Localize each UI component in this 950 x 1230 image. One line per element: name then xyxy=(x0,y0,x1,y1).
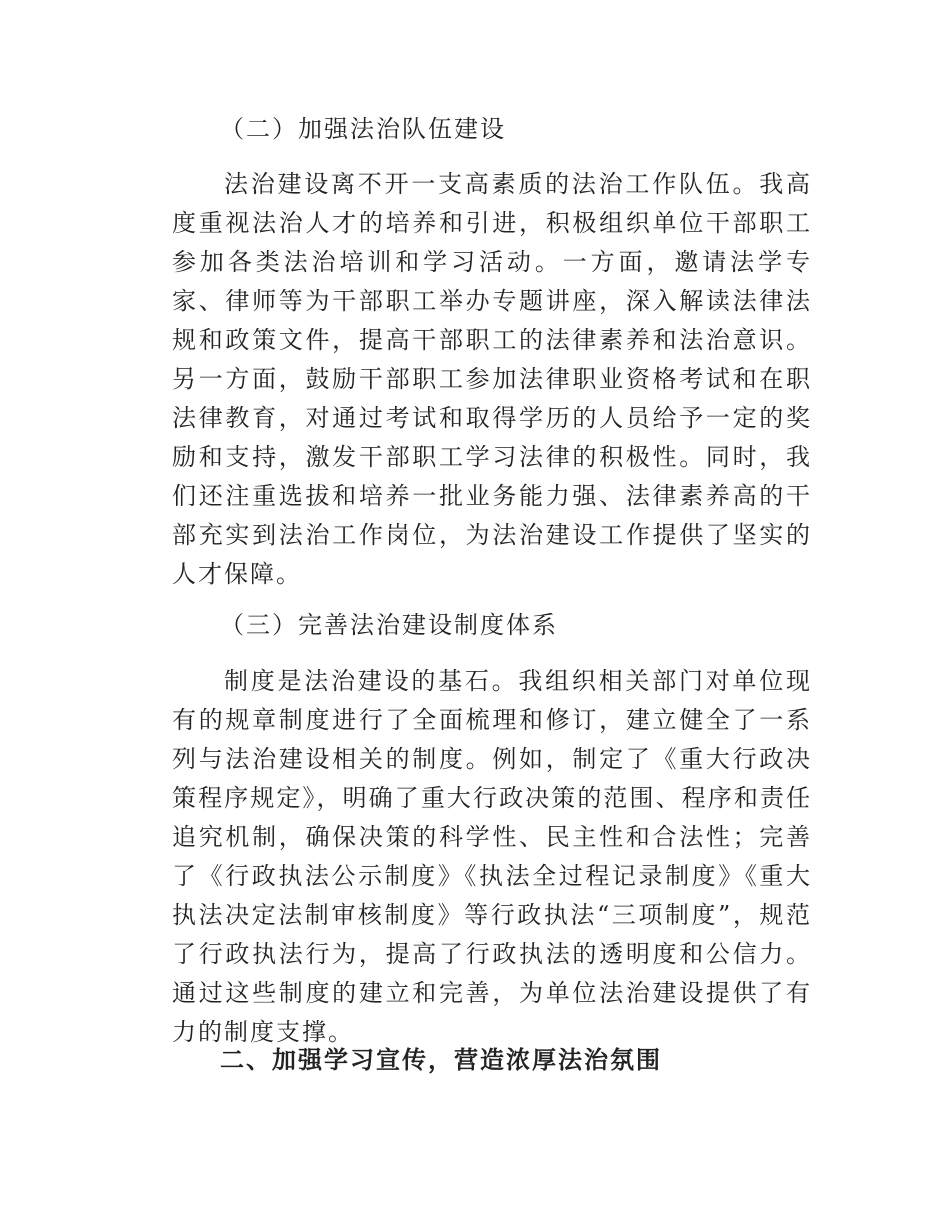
section-heading-publicity: 二、加强学习宣传，营造浓厚法治氛围 xyxy=(220,1046,662,1074)
subheading-team-building: （二）加强法治队伍建设 xyxy=(220,115,506,143)
paragraph-team-building: 法治建设离不开一支高素质的法治工作队伍。我高度重视法治人才的培养和引进，积极组织单位干部职工参加各类法治培训和学习活动。一方面，邀请法学专家、律师等为干部职工举办专题讲座，深入解读法律法规和政策文件，提高干部职工的法律素养和法治意识。另一方面，鼓励干部职工参加法律职业资格考试和在职法律教育，对通过考试和取得学历的人员给予一定的奖励和支持，激发干部职工学习法律的积极性。同时，我们还注重选拔和培养一批业务能力强、法律素养高的干部充实到法治工作岗位，为法治建设工作提供了坚实的人才保障。 xyxy=(172,170,812,588)
subheading-system-building: （三）完善法治建设制度体系 xyxy=(220,611,558,639)
paragraph-system-building: 制度是法治建设的基石。我组织相关部门对单位现有的规章制度进行了全面梳理和修订，建立健全了一系列与法治建设相关的制度。例如，制定了《重大行政决策程序规定》，明确了重大行政决策的范围、程序和责任追究机制，确保决策的科学性、民主性和合法性；完善了《行政执法公示制度》《执法全过程记录制度》《重大执法决定法制审核制度》等行政执法“三项制度”，规范了行政执法行为，提高了行政执法的透明度和公信力。通过这些制度的建立和完善，为单位法治建设提供了有力的制度支撑。 xyxy=(172,667,812,1046)
